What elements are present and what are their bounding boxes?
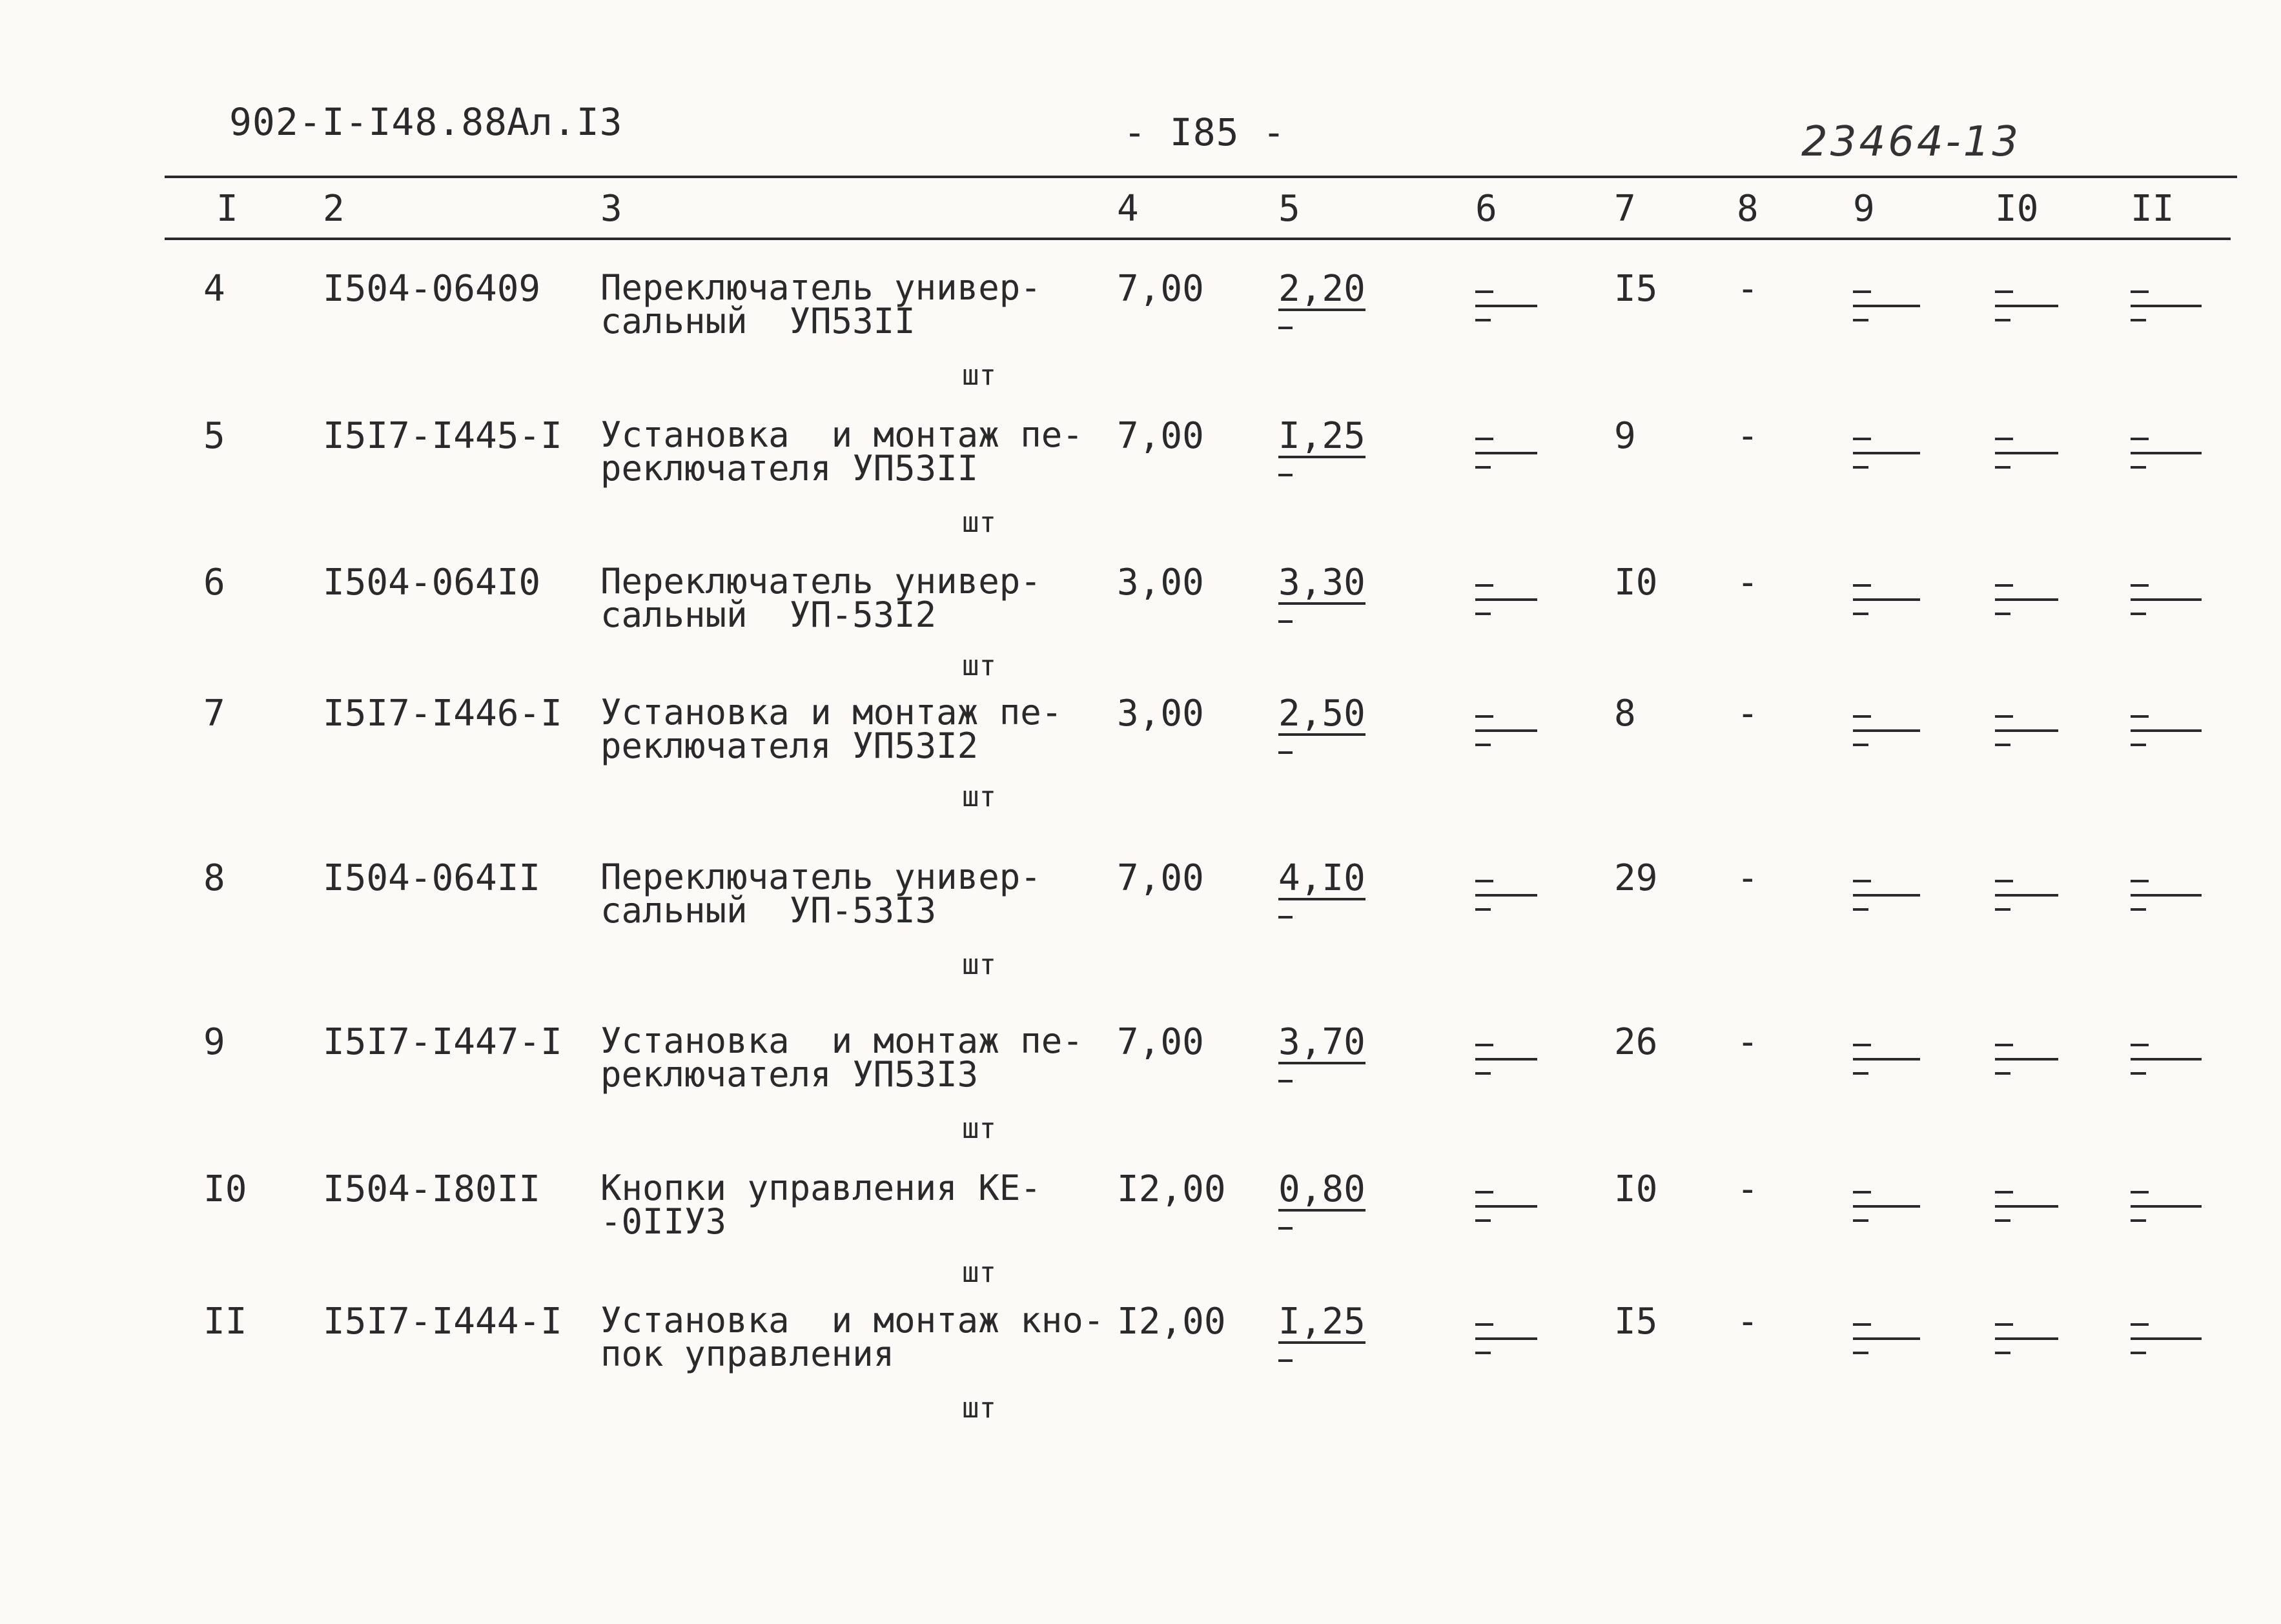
col7-value: 9: [1614, 415, 1636, 457]
col8-value: -: [1737, 1168, 1759, 1210]
price-code: I5I7-I444-I: [323, 1301, 562, 1343]
unit-label: шт: [962, 1392, 996, 1425]
price-code: I504-064II: [323, 857, 541, 899]
quantity: I2,00: [1117, 1168, 1226, 1210]
unit-cost: I,25: [1278, 415, 1366, 457]
sheet-label: Ал.I3: [507, 100, 623, 144]
unit-cost: 0,80: [1278, 1168, 1366, 1210]
quantity: 7,00: [1117, 857, 1204, 899]
row-number: 7: [203, 693, 225, 735]
description-line-1: Установка и монтаж пе-: [600, 1020, 1083, 1061]
col8-value: -: [1737, 268, 1759, 310]
col8-value: -: [1737, 1021, 1759, 1063]
row-number: II: [203, 1301, 247, 1343]
column-header-3: 3: [600, 188, 622, 230]
description-line-1: Установка и монтаж кно-: [600, 1300, 1105, 1341]
description-line-1: Переключатель универ-: [600, 857, 1041, 897]
description-line-2: сальный УП-53I2: [600, 594, 937, 635]
archive-number: 23464-13: [1801, 118, 2021, 166]
unit-cost: 3,70: [1278, 1021, 1366, 1063]
ditto-dash: [1278, 620, 1293, 623]
price-code: I504-06409: [323, 268, 541, 310]
quantity: 3,00: [1117, 562, 1204, 604]
unit-label: шт: [962, 359, 996, 392]
col8-value: -: [1737, 693, 1759, 735]
quantity: I2,00: [1117, 1301, 1226, 1343]
col7-value: 29: [1614, 857, 1658, 899]
ditto-dash: [1278, 1227, 1293, 1230]
column-header-6: 6: [1475, 188, 1497, 230]
unit-label: шт: [962, 948, 996, 981]
column-header-4: 4: [1117, 188, 1139, 230]
col8-value: -: [1737, 857, 1759, 899]
column-header-7: 7: [1614, 188, 1636, 230]
description-line-1: Установка и монтаж пе-: [600, 692, 1063, 733]
description-line-2: сальный УП53II: [600, 301, 915, 341]
column-header-9: 9: [1853, 188, 1875, 230]
col7-value: I5: [1614, 268, 1658, 310]
column-header-2: 2: [323, 188, 345, 230]
description-line-2: сальный УП-53I3: [600, 890, 937, 931]
ditto-dash: [1278, 916, 1293, 919]
page-number: - I85 -: [1123, 110, 1286, 154]
price-code: I504-064I0: [323, 562, 541, 604]
description-line-2: -0IIУ3: [600, 1201, 727, 1242]
description-line-2: реключателя УП53I3: [600, 1054, 979, 1095]
col8-value: -: [1737, 1301, 1759, 1343]
unit-cost: 2,20: [1278, 268, 1366, 310]
ditto-dash: [1278, 327, 1293, 329]
unit-cost: I,25: [1278, 1301, 1366, 1343]
price-code: I504-I80II: [323, 1168, 541, 1210]
table-top-rule: [165, 176, 2237, 178]
row-number: 9: [203, 1021, 225, 1063]
description-line-1: Кнопки управления КЕ-: [600, 1168, 1041, 1208]
col7-value: I5: [1614, 1301, 1658, 1343]
col7-value: I0: [1614, 562, 1658, 604]
quantity: 7,00: [1117, 415, 1204, 457]
ditto-dash: [1278, 474, 1293, 476]
col7-value: 26: [1614, 1021, 1658, 1063]
col8-value: -: [1737, 562, 1759, 604]
price-code: I5I7-I446-I: [323, 693, 562, 735]
column-header-1: I: [216, 188, 238, 230]
row-number: 6: [203, 562, 225, 604]
description-line-2: реключателя УП53II: [600, 448, 979, 489]
row-number: 8: [203, 857, 225, 899]
col8-value: -: [1737, 415, 1759, 457]
column-header-10: I0: [1995, 188, 2039, 230]
document-code: 902-I-I48.88: [229, 100, 508, 144]
unit-label: шт: [962, 506, 996, 539]
unit-cost: 3,30: [1278, 562, 1366, 604]
description-line-1: Переключатель универ-: [600, 267, 1041, 308]
unit-cost: 4,I0: [1278, 857, 1366, 899]
unit-label: шт: [962, 780, 996, 813]
column-header-11: II: [2131, 188, 2174, 230]
quantity: 7,00: [1117, 268, 1204, 310]
table-header-rule: [165, 238, 2231, 240]
ditto-dash: [1278, 751, 1293, 754]
description-line-2: пок управления: [600, 1334, 895, 1374]
unit-cost: 2,50: [1278, 693, 1366, 735]
unit-label: шт: [962, 649, 996, 682]
column-header-8: 8: [1737, 188, 1759, 230]
price-code: I5I7-I445-I: [323, 415, 562, 457]
description-line-1: Переключатель универ-: [600, 561, 1041, 602]
unit-label: шт: [962, 1112, 996, 1145]
price-code: I5I7-I447-I: [323, 1021, 562, 1063]
ditto-dash: [1278, 1359, 1293, 1362]
column-header-5: 5: [1278, 188, 1300, 230]
col7-value: I0: [1614, 1168, 1658, 1210]
row-number: I0: [203, 1168, 247, 1210]
description-line-2: реключателя УП53I2: [600, 726, 979, 766]
description-line-1: Установка и монтаж пе-: [600, 414, 1083, 455]
unit-label: шт: [962, 1256, 996, 1289]
col7-value: 8: [1614, 693, 1636, 735]
row-number: 4: [203, 268, 225, 310]
quantity: 3,00: [1117, 693, 1204, 735]
ditto-dash: [1278, 1080, 1293, 1082]
row-number: 5: [203, 415, 225, 457]
quantity: 7,00: [1117, 1021, 1204, 1063]
